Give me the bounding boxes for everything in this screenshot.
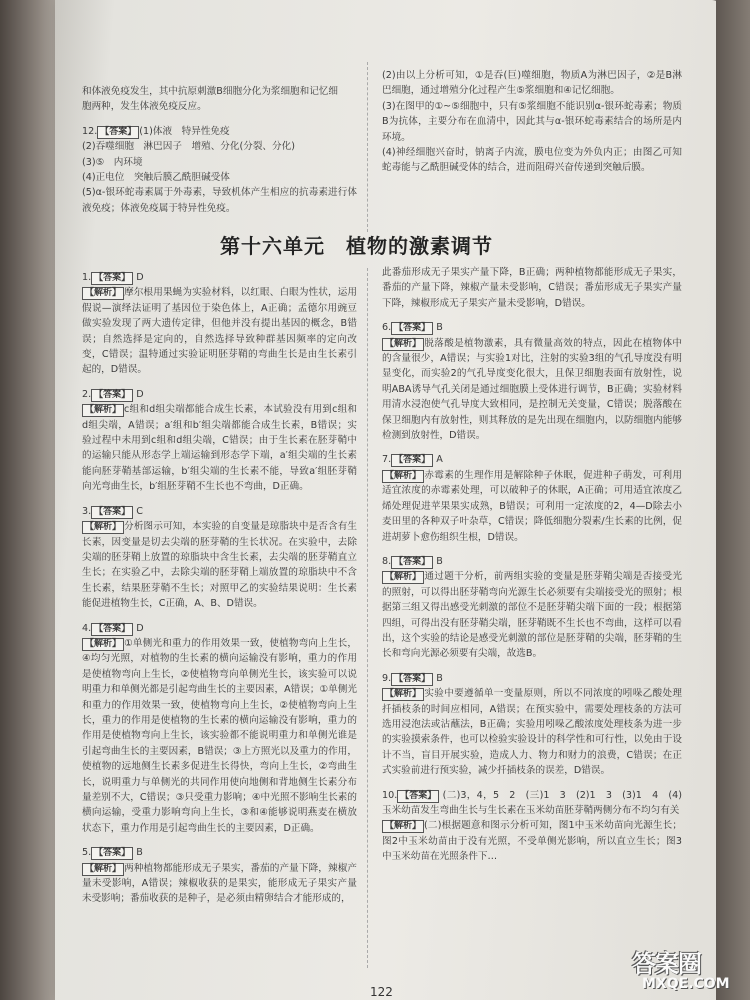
q12-item: (1)体液 特异性免疫	[139, 125, 230, 137]
analysis-text: ①单侧光和重力的作用效果一致，使植物弯向上生长，④均匀光照，对植物的生长素的横向运输没有影响，重力的作用是使植物弯向上生长，②使植物弯向单侧光生长，该实验可以说明重力和单侧光都是引起弯曲生长的主要因素，A错误；①单侧光和重力的作用效果一致，使植物弯向上生长，②使植物弯向上生长，重力的作用是使植物的生长素的横向运输没有影响，重力的作用是使植物弯向上生长，该实验都不能说明重力和单侧光谁是引起弯曲生长的主要因素，B错误；③上方照光以及重力的作用，使植物的远地侧生长素多促进生长得快，弯向上生长，②弯曲生长，说明重力与单侧光的共同作用使向地侧和背地侧生长素分布量差别不大，C错误；③只受重力影响；④中光照不影响生长素的横向运输，受重力影响弯向上生长，③和④能够说明燕麦在横放状态下，重力作用是引起弯曲生长的主要因素，D正确。	[82, 637, 357, 834]
continuation-line: 胞两种，发生体液免疫反应。	[82, 101, 207, 113]
question-number: 3.	[82, 505, 92, 517]
analysis-item: (2)由以上分析可知，①是吞(巨)噬细胞，物质A为淋巴因子，②是B淋巴细胞，通过增殖分化过程产生⑤浆细胞和④记忆细胞。	[382, 70, 682, 97]
question-number: 4.	[82, 622, 92, 634]
question-block-10	[382, 788, 682, 865]
column-divider-main	[367, 268, 368, 968]
q12-item: (4)正电位 突触后膜乙酰胆碱受体	[82, 172, 230, 184]
top-right-block	[382, 68, 682, 176]
question-number: 8.	[382, 555, 392, 567]
answer-value: (二)3，4，5 2 (三)1 3 (2)1 3 (3)1 4 (4)玉米幼苗发生弯曲生长与生长素在玉米幼苗胚芽鞘两侧分布不均匀有关	[382, 789, 682, 816]
answer-badge: 【答案】	[91, 389, 133, 402]
analysis-text: 两种植物都能形成无子果实，番茄的产量下降，辣椒产量未受影响，A错误；辣椒收获的是果实，能形成无子果实产量未受影响；番茄收获的是种子，是必须由精卵结合才能形成的，	[82, 862, 357, 905]
question-number: 1.	[82, 272, 92, 283]
analysis-badge: 【解析】	[382, 338, 424, 351]
unit-title: 第十六单元 植物的激素调节	[220, 234, 493, 258]
answer-value: B	[436, 322, 443, 334]
question-number: 9.	[382, 672, 392, 684]
q12-item: (2)吞噬细胞 淋巴因子 增殖、分化(分裂、分化)	[82, 141, 295, 153]
answer-value: B	[136, 847, 143, 859]
answer-badge: 【答案】	[391, 673, 433, 686]
answer-badge: 【答案】	[91, 847, 133, 860]
analysis-text: 赤霉素的生理作用是解除种子休眠，促进种子萌发，可利用适宜浓度的赤霉素处理，可以破种子的休眠，A正确；可用适宜浓度乙烯处理促进苹果果实成熟，B错误；可利用一定浓度的2，4—D除去小麦田里的各种双子叶杂草，C错误；降低细胞分裂素/生长素的比例，促进胡萝卜愈伤组织生根，D错误。	[382, 469, 682, 543]
question-block-4	[82, 621, 357, 837]
question-number: 6.	[382, 322, 392, 334]
analysis-badge: 【解析】	[382, 571, 424, 584]
page-number: 122	[370, 985, 393, 999]
analysis-badge: 【解析】	[382, 688, 424, 701]
right-column	[382, 265, 682, 865]
question-block-2	[82, 387, 357, 495]
answer-badge: 【答案】	[91, 623, 133, 636]
analysis-text: c组和d组尖端都能合成生长素，本试验没有用到c组和d组尖端，A错误；a′组和b′组尖端都能合成生长素，B错误；实验过程中未用到c组和d组尖端，C错误；由于生长素在胚芽鞘中的运输只能从形态学上端运输到形态学下端，a′组尖端的生长素能向胚芽鞘基部运输，b′组尖端的生长素不能，导致a′组胚芽鞘向光弯曲生长，b′组胚芽鞘不生长也不弯曲，D正确。	[82, 404, 357, 493]
answer-badge: 【答案】	[391, 454, 433, 467]
answer-value: A	[436, 454, 443, 466]
q12-number: 12.	[82, 125, 98, 137]
book-edge	[716, 0, 750, 1000]
answer-badge: 【答案】	[391, 322, 433, 335]
question-block-6	[382, 320, 682, 443]
book-spine-shadow	[0, 0, 62, 1000]
top-left-block	[82, 84, 357, 216]
analysis-badge: 【解析】	[82, 287, 124, 300]
column-divider-top	[367, 62, 368, 232]
analysis-text: 摩尔根用果蝇为实验材料，以红眼、白眼为性状，运用假说—演绎法证明了基因位于染色体上，A正确；孟德尔用豌豆做实验发现了两大遗传定律，但他并没有提出基因的概念，B错误；自然选择是定向的，自然选择导致种群基因频率的定向改变，C错误；温特通过实验证明胚芽鞘的弯曲生长是由生长素引起的，D错误。	[82, 287, 357, 376]
answer-value: D	[136, 388, 144, 400]
question-number: 5.	[82, 847, 92, 859]
question-block-5	[82, 845, 357, 907]
question-block-7	[382, 452, 682, 544]
question-block-8	[382, 554, 682, 662]
analysis-badge: 【解析】	[382, 820, 424, 833]
analysis-text: (二)根据题意和图示分析可知，图1中玉米幼苗向光源生长；图2中玉米幼苗由于没有光照，不受单侧光影响，所以直立生长；图3中玉米幼苗在光照条件下…	[382, 820, 682, 863]
answer-badge: 【答案】	[91, 272, 133, 285]
analysis-text: 脱落酸是植物激素，具有微量高效的特点，因此在植物体中的含量很少，A错误；与实验1对比，注射的实验3组的气孔导度没有明显变化，而实验2的气孔导度变化很大，且保卫细胞表面有放射性，说明ABA诱导气孔关闭是通过细胞膜上受体进行调节，B正确；实验材料用清水浸泡使气孔导度大致相同，是控制无关变量，C错误；脱落酸在保卫细胞内有放射性，则其释放的是先出现在细胞内，以防细胞内能够检测到放射性，D错误。	[382, 337, 682, 442]
answer-badge: 【答案】	[397, 790, 439, 803]
watermark-cn: 答案圈	[632, 950, 701, 978]
left-column	[82, 270, 357, 907]
question-block-3	[82, 504, 357, 612]
q12-item: (5)α-银环蛇毒素属于外毒素，导致机体产生相应的抗毒素进行体液免疫；体液免疫属于特异性免疫。	[82, 187, 357, 214]
continuation-line: 和体液免疫发生，其中抗原刺激B细胞分化为浆细胞和记忆细	[82, 86, 339, 97]
question-number: 2.	[82, 388, 92, 400]
analysis-text: 此番茄形成无子果实产量下降，B正确；两种植物都能形成无子果实，番茄的产量下降，辣椒产量未受影响，C错误；番茄形成无子果实产量下降，辣椒形成无子果实产量未受影响，D错误。	[382, 267, 682, 309]
q12-header	[82, 124, 357, 139]
answer-value: C	[136, 505, 143, 517]
answer-value: D	[136, 622, 144, 634]
answer-badge: 【答案】	[91, 506, 133, 519]
analysis-badge: 【解析】	[82, 521, 124, 534]
question-number: 10.	[382, 789, 398, 801]
answer-value: B	[436, 555, 443, 567]
answer-badge: 【答案】	[97, 126, 139, 139]
analysis-item: (4)神经细胞兴奋时，钠离子内流，膜电位变为外负内正；由图乙可知蛇毒能与乙酰胆碱受体的结合，进而阻碍兴奋传递到突触后膜。	[382, 147, 682, 174]
analysis-badge: 【解析】	[82, 863, 124, 876]
answer-value: D	[136, 272, 144, 283]
analysis-item: (3)在图甲的①~⑤细胞中，只有⑤浆细胞不能识别α-银环蛇毒素；物质B为抗体，主要分布在血清中，因此其与α-银环蛇毒素结合的场所是内环境。	[382, 100, 682, 143]
watermark-en: MXQE.COM	[642, 976, 730, 992]
analysis-text: 通过题干分析，前两组实验的变量是胚芽鞘尖端是否接受光的照射，可以得出胚芽鞘弯向光源生长必须要有尖端接受光的照射；根据第三组又得出感受光刺激的部位不是胚芽鞘尖端下面的一段；根据第四组，可得出没有胚芽鞘尖端，胚芽鞘既不生长也不弯曲，这样可以看出，这个实验的结论是感受光刺激的部位是胚芽鞘的尖端，胚芽鞘的生长和弯向光源必须要有尖端，故选B。	[382, 571, 682, 660]
question-block-1	[82, 270, 357, 378]
question-block-9	[382, 671, 682, 779]
analysis-text: 分析图示可知，本实验的自变量是琼脂块中是否含有生长素，因变量是切去尖端的胚芽鞘的生长状况。在实验中，去除尖端的胚芽鞘上放置的琼脂块中含生长素，去尖端的胚芽鞘直立生长；在实验乙中，去除尖端的胚芽鞘上端放置的琼脂块中不含生长素，结果胚芽鞘不生长；对照甲乙的实验结果说明：生长素能促进植物生长，C正确，A、B、D错误。	[82, 521, 357, 610]
question-number: 7.	[382, 454, 392, 466]
watermark-logo	[632, 944, 750, 1000]
analysis-badge: 【解析】	[82, 404, 124, 417]
question-block-5-cont	[382, 265, 682, 311]
q12-item: (3)⑤ 内环境	[82, 156, 143, 168]
answer-badge: 【答案】	[391, 556, 433, 569]
analysis-text: 实验中要遵循单一变量原则，所以不同浓度的吲哚乙酸处理扦插枝条的时间应相同，A错误；在预实验中，需要处理枝条的方法可选用浸泡法或沾蘸法，B正确；实验用吲哚乙酸浓度处理枝条为进一步的实验摸索条件，也可以检验实验设计的科学性和可行性，以免由于设计不当，盲目开展实验，造成人力、物力和财力的浪费，C错误；在正式实验前进行预实验，减少扦插枝条的误差，D错误。	[382, 688, 682, 777]
analysis-badge: 【解析】	[82, 638, 124, 651]
answer-value: B	[436, 672, 443, 684]
analysis-badge: 【解析】	[382, 470, 424, 483]
